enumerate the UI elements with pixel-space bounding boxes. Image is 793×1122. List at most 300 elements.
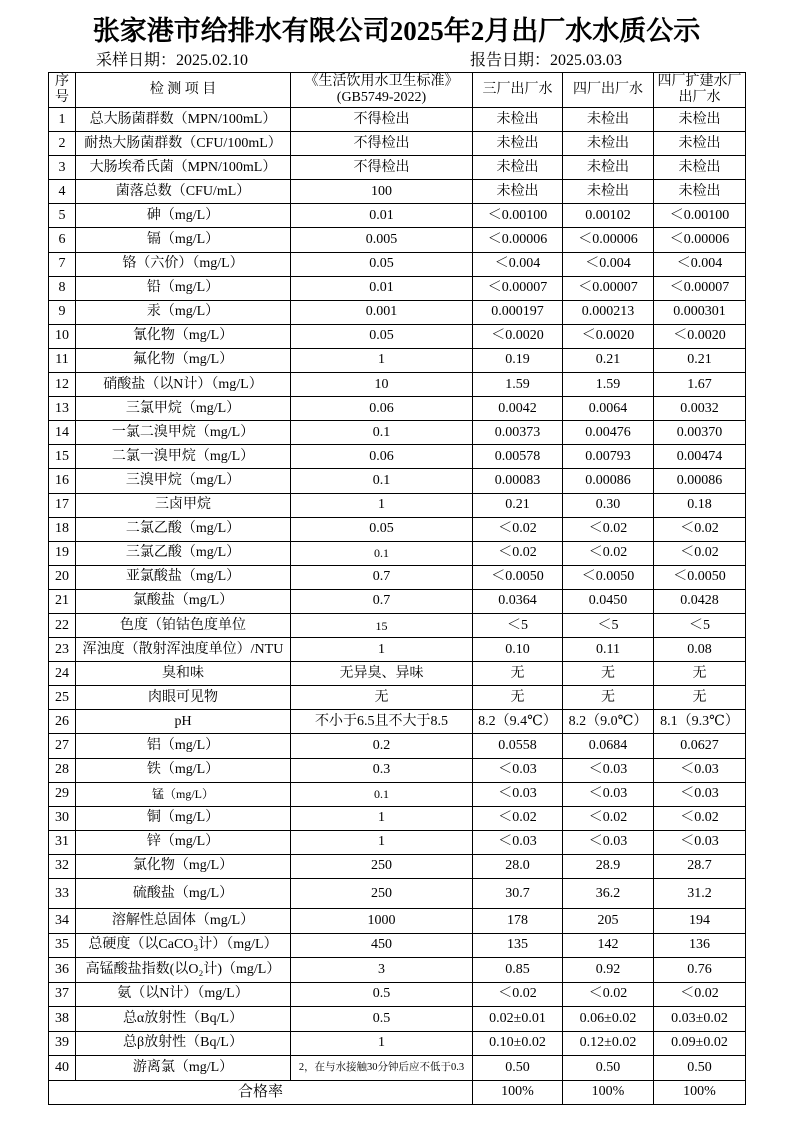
table-row-27 bbox=[49, 734, 746, 758]
report-date-value: 2025.03.03 bbox=[550, 52, 623, 69]
row-25-plant4-value: 无 bbox=[563, 686, 654, 710]
table-row-34 bbox=[49, 909, 746, 934]
row-26-plant3-value: 8.2（9.4℃） bbox=[473, 710, 563, 734]
row-12-plant4-value: 1.59 bbox=[563, 373, 654, 397]
row-5-plant3-value: ＜0.00100 bbox=[473, 204, 563, 228]
row-7-plant4-expansion-value: ＜0.004 bbox=[654, 252, 746, 276]
header-index-line: 序 bbox=[55, 74, 69, 89]
row-37-number: 37 bbox=[49, 982, 76, 1007]
row-10-plant4-expansion-value: ＜0.0020 bbox=[654, 324, 746, 348]
row-38-item: 总α放射性（Bq/L） bbox=[76, 1007, 291, 1032]
row-23-plant4-expansion-value: 0.08 bbox=[654, 638, 746, 662]
row-9-plant3-value: 0.000197 bbox=[473, 300, 563, 324]
row-36-plant3-value: 0.85 bbox=[473, 958, 563, 983]
row-35-number: 35 bbox=[49, 933, 76, 958]
row-6-item: 镉（mg/L） bbox=[76, 228, 291, 252]
row-24-plant4-expansion-value: 无 bbox=[654, 662, 746, 686]
row-3-plant4-expansion-value: 未检出 bbox=[654, 156, 746, 180]
row-35-item: 总硬度（以CaCO₃计）（mg/L） bbox=[76, 933, 291, 958]
document-title: 张家港市给排水有限公司2025年2月出厂水水质公示 bbox=[92, 16, 701, 46]
row-32-plant4-expansion-value: 28.7 bbox=[654, 854, 746, 878]
row-6-number: 6 bbox=[49, 228, 76, 252]
row-34-item: 溶解性总固体（mg/L） bbox=[76, 909, 291, 934]
table-row-40 bbox=[49, 1056, 746, 1081]
row-40-plant4-value: 0.50 bbox=[563, 1056, 654, 1081]
row-8-standard: 0.01 bbox=[291, 276, 473, 300]
row-28-plant4-expansion-value: ＜0.03 bbox=[654, 758, 746, 782]
row-2-plant4-expansion-value: 未检出 bbox=[654, 132, 746, 156]
row-31-plant4-value: ＜0.03 bbox=[563, 830, 654, 854]
row-18-item: 二氯乙酸（mg/L） bbox=[76, 517, 291, 541]
row-38-standard: 0.5 bbox=[291, 1007, 473, 1032]
row-22-plant4-expansion-value: ＜5 bbox=[654, 613, 746, 637]
row-26-plant4-expansion-value: 8.1（9.3℃） bbox=[654, 710, 746, 734]
row-2-item: 耐热大肠菌群数（CFU/100mL） bbox=[76, 132, 291, 156]
row-1-plant4-expansion-value: 未检出 bbox=[654, 108, 746, 132]
row-16-plant4-expansion-value: 0.00086 bbox=[654, 469, 746, 493]
row-10-plant4-value: ＜0.0020 bbox=[563, 324, 654, 348]
row-22-item: 色度（铂钴色度单位 bbox=[76, 613, 291, 637]
row-11-standard: 1 bbox=[291, 348, 473, 372]
row-20-plant4-expansion-value: ＜0.0050 bbox=[654, 565, 746, 589]
row-2-standard: 不得检出 bbox=[291, 132, 473, 156]
row-26-standard: 不小于6.5且不大于8.5 bbox=[291, 710, 473, 734]
header-item: 检 测 项 目 bbox=[76, 73, 291, 108]
row-11-plant4-value: 0.21 bbox=[563, 348, 654, 372]
row-39-plant4-expansion-value: 0.09±0.02 bbox=[654, 1031, 746, 1056]
header-plant4-expansion-line: 出厂水 bbox=[678, 90, 721, 105]
row-35-plant4-value: 142 bbox=[563, 933, 654, 958]
row-31-item: 锌（mg/L） bbox=[76, 830, 291, 854]
row-39-standard: 1 bbox=[291, 1031, 473, 1056]
row-17-plant4-expansion-value: 0.18 bbox=[654, 493, 746, 517]
row-29-number: 29 bbox=[49, 782, 76, 806]
table-row-7 bbox=[49, 252, 746, 276]
row-7-plant4-value: ＜0.004 bbox=[563, 252, 654, 276]
row-16-item: 三溴甲烷（mg/L） bbox=[76, 469, 291, 493]
row-13-plant4-expansion-value: 0.0032 bbox=[654, 397, 746, 421]
sample-date bbox=[96, 51, 248, 71]
table-row-19 bbox=[49, 541, 746, 565]
header-standard bbox=[291, 73, 473, 108]
row-39-number: 39 bbox=[49, 1031, 76, 1056]
report-date-label: 报告日期： bbox=[470, 52, 551, 69]
table-row-21 bbox=[49, 589, 746, 613]
row-9-item: 汞（mg/L） bbox=[76, 300, 291, 324]
row-20-plant4-value: ＜0.0050 bbox=[563, 565, 654, 589]
row-23-item: 浑浊度（散射浑浊度单位）/NTU bbox=[76, 638, 291, 662]
row-20-item: 亚氯酸盐（mg/L） bbox=[76, 565, 291, 589]
row-3-plant4-value: 未检出 bbox=[563, 156, 654, 180]
row-8-plant3-value: ＜0.00007 bbox=[473, 276, 563, 300]
row-26-plant4-value: 8.2（9.0℃） bbox=[563, 710, 654, 734]
row-30-standard: 1 bbox=[291, 806, 473, 830]
header-index-line: 号 bbox=[55, 90, 69, 105]
table-row-5 bbox=[49, 204, 746, 228]
row-27-plant3-value: 0.0558 bbox=[473, 734, 563, 758]
row-28-plant3-value: ＜0.03 bbox=[473, 758, 563, 782]
row-38-number: 38 bbox=[49, 1007, 76, 1032]
row-26-number: 26 bbox=[49, 710, 76, 734]
row-34-plant3-value: 178 bbox=[473, 909, 563, 934]
row-4-plant3-value: 未检出 bbox=[473, 180, 563, 204]
row-22-plant4-value: ＜5 bbox=[563, 613, 654, 637]
row-8-plant4-expansion-value: ＜0.00007 bbox=[654, 276, 746, 300]
row-37-plant4-value: ＜0.02 bbox=[563, 982, 654, 1007]
row-6-plant4-expansion-value: ＜0.00006 bbox=[654, 228, 746, 252]
table-row-33 bbox=[49, 879, 746, 909]
row-30-plant4-expansion-value: ＜0.02 bbox=[654, 806, 746, 830]
row-19-plant3-value: ＜0.02 bbox=[473, 541, 563, 565]
row-36-item: 高锰酸盐指数(以O₂计)（mg/L） bbox=[76, 958, 291, 983]
row-13-plant4-value: 0.0064 bbox=[563, 397, 654, 421]
row-26-item: pH bbox=[76, 710, 291, 734]
row-14-item: 一氯二溴甲烷（mg/L） bbox=[76, 421, 291, 445]
row-17-item: 三卤甲烷 bbox=[76, 493, 291, 517]
row-11-plant4-expansion-value: 0.21 bbox=[654, 348, 746, 372]
row-34-standard: 1000 bbox=[291, 909, 473, 934]
row-18-plant3-value: ＜0.02 bbox=[473, 517, 563, 541]
table-row-6 bbox=[49, 228, 746, 252]
row-39-item: 总β放射性（Bq/L） bbox=[76, 1031, 291, 1056]
row-37-standard: 0.5 bbox=[291, 982, 473, 1007]
row-4-item: 菌落总数（CFU/mL） bbox=[76, 180, 291, 204]
sample-date-label: 采样日期： bbox=[96, 52, 177, 69]
row-40-item: 游离氯（mg/L） bbox=[76, 1056, 291, 1081]
row-19-number: 19 bbox=[49, 541, 76, 565]
row-20-standard: 0.7 bbox=[291, 565, 473, 589]
row-8-plant4-value: ＜0.00007 bbox=[563, 276, 654, 300]
sample-date-value: 2025.02.10 bbox=[176, 52, 249, 69]
row-30-number: 30 bbox=[49, 806, 76, 830]
row-13-item: 三氯甲烷（mg/L） bbox=[76, 397, 291, 421]
row-27-standard: 0.2 bbox=[291, 734, 473, 758]
row-33-plant4-expansion-value: 31.2 bbox=[654, 879, 746, 909]
row-6-standard: 0.005 bbox=[291, 228, 473, 252]
row-15-plant4-expansion-value: 0.00474 bbox=[654, 445, 746, 469]
row-37-plant3-value: ＜0.02 bbox=[473, 982, 563, 1007]
table-row-2 bbox=[49, 132, 746, 156]
row-4-number: 4 bbox=[49, 180, 76, 204]
row-19-plant4-value: ＜0.02 bbox=[563, 541, 654, 565]
table-row-20 bbox=[49, 565, 746, 589]
row-27-plant4-expansion-value: 0.0627 bbox=[654, 734, 746, 758]
row-9-number: 9 bbox=[49, 300, 76, 324]
row-21-item: 氯酸盐（mg/L） bbox=[76, 589, 291, 613]
row-35-standard: 450 bbox=[291, 933, 473, 958]
row-32-plant3-value: 28.0 bbox=[473, 854, 563, 878]
row-40-standard: 2，在与水接触30分钟后应不低于0.3 bbox=[291, 1056, 473, 1081]
row-36-number: 36 bbox=[49, 958, 76, 983]
row-10-plant3-value: ＜0.0020 bbox=[473, 324, 563, 348]
row-10-item: 氰化物（mg/L） bbox=[76, 324, 291, 348]
row-19-item: 三氯乙酸（mg/L） bbox=[76, 541, 291, 565]
row-32-number: 32 bbox=[49, 854, 76, 878]
row-18-plant4-expansion-value: ＜0.02 bbox=[654, 517, 746, 541]
row-23-plant3-value: 0.10 bbox=[473, 638, 563, 662]
row-36-plant4-expansion-value: 0.76 bbox=[654, 958, 746, 983]
row-23-plant4-value: 0.11 bbox=[563, 638, 654, 662]
table-header-row bbox=[49, 73, 746, 108]
row-25-plant3-value: 无 bbox=[473, 686, 563, 710]
row-17-number: 17 bbox=[49, 493, 76, 517]
row-30-plant4-value: ＜0.02 bbox=[563, 806, 654, 830]
row-15-item: 二氯一溴甲烷（mg/L） bbox=[76, 445, 291, 469]
row-7-plant3-value: ＜0.004 bbox=[473, 252, 563, 276]
row-16-number: 16 bbox=[49, 469, 76, 493]
row-19-plant4-expansion-value: ＜0.02 bbox=[654, 541, 746, 565]
pass-rate-plant4: 100% bbox=[563, 1080, 654, 1105]
row-39-plant4-value: 0.12±0.02 bbox=[563, 1031, 654, 1056]
row-24-plant3-value: 无 bbox=[473, 662, 563, 686]
row-37-plant4-expansion-value: ＜0.02 bbox=[654, 982, 746, 1007]
row-13-plant3-value: 0.0042 bbox=[473, 397, 563, 421]
header-standard-line: (GB5749-2022) bbox=[336, 90, 427, 105]
table-row-32 bbox=[49, 854, 746, 878]
row-2-plant3-value: 未检出 bbox=[473, 132, 563, 156]
row-18-number: 18 bbox=[49, 517, 76, 541]
row-5-plant4-value: 0.00102 bbox=[563, 204, 654, 228]
row-23-number: 23 bbox=[49, 638, 76, 662]
row-4-plant4-expansion-value: 未检出 bbox=[654, 180, 746, 204]
row-5-standard: 0.01 bbox=[291, 204, 473, 228]
row-13-number: 13 bbox=[49, 397, 76, 421]
table-row-4 bbox=[49, 180, 746, 204]
row-17-standard: 1 bbox=[291, 493, 473, 517]
table-row-28 bbox=[49, 758, 746, 782]
row-34-number: 34 bbox=[49, 909, 76, 934]
table-row-16 bbox=[49, 469, 746, 493]
row-29-plant4-expansion-value: ＜0.03 bbox=[654, 782, 746, 806]
row-31-number: 31 bbox=[49, 830, 76, 854]
row-18-standard: 0.05 bbox=[291, 517, 473, 541]
table-row-35 bbox=[49, 933, 746, 958]
row-19-standard: 0.1 bbox=[291, 541, 473, 565]
row-14-plant3-value: 0.00373 bbox=[473, 421, 563, 445]
table-row-26 bbox=[49, 710, 746, 734]
row-31-plant4-expansion-value: ＜0.03 bbox=[654, 830, 746, 854]
table-row-24 bbox=[49, 662, 746, 686]
row-18-plant4-value: ＜0.02 bbox=[563, 517, 654, 541]
row-12-plant4-expansion-value: 1.67 bbox=[654, 373, 746, 397]
row-25-number: 25 bbox=[49, 686, 76, 710]
row-11-plant3-value: 0.19 bbox=[473, 348, 563, 372]
row-40-plant4-expansion-value: 0.50 bbox=[654, 1056, 746, 1081]
row-10-number: 10 bbox=[49, 324, 76, 348]
row-32-item: 氯化物（mg/L） bbox=[76, 854, 291, 878]
row-11-item: 氟化物（mg/L） bbox=[76, 348, 291, 372]
table-row-30 bbox=[49, 806, 746, 830]
row-3-standard: 不得检出 bbox=[291, 156, 473, 180]
row-9-plant4-expansion-value: 0.000301 bbox=[654, 300, 746, 324]
table-row-25 bbox=[49, 686, 746, 710]
row-29-item: 锰（mg/L） bbox=[76, 782, 291, 806]
row-25-standard: 无 bbox=[291, 686, 473, 710]
table-row-15 bbox=[49, 445, 746, 469]
row-13-standard: 0.06 bbox=[291, 397, 473, 421]
row-25-item: 肉眼可见物 bbox=[76, 686, 291, 710]
row-7-item: 铬（六价）（mg/L） bbox=[76, 252, 291, 276]
table-row-36 bbox=[49, 958, 746, 983]
row-14-plant4-value: 0.00476 bbox=[563, 421, 654, 445]
row-32-standard: 250 bbox=[291, 854, 473, 878]
row-14-standard: 0.1 bbox=[291, 421, 473, 445]
row-28-number: 28 bbox=[49, 758, 76, 782]
row-6-plant4-value: ＜0.00006 bbox=[563, 228, 654, 252]
header-plant3: 三厂出厂水 bbox=[473, 73, 563, 108]
table-row-31 bbox=[49, 830, 746, 854]
table-row-1 bbox=[49, 108, 746, 132]
row-22-plant3-value: ＜5 bbox=[473, 613, 563, 637]
row-27-plant4-value: 0.0684 bbox=[563, 734, 654, 758]
row-2-plant4-value: 未检出 bbox=[563, 132, 654, 156]
row-33-number: 33 bbox=[49, 879, 76, 909]
row-16-plant4-value: 0.00086 bbox=[563, 469, 654, 493]
row-8-number: 8 bbox=[49, 276, 76, 300]
row-30-item: 铜（mg/L） bbox=[76, 806, 291, 830]
row-33-plant4-value: 36.2 bbox=[563, 879, 654, 909]
row-33-plant3-value: 30.7 bbox=[473, 879, 563, 909]
row-21-plant4-value: 0.0450 bbox=[563, 589, 654, 613]
row-15-number: 15 bbox=[49, 445, 76, 469]
table-row-9 bbox=[49, 300, 746, 324]
row-4-plant4-value: 未检出 bbox=[563, 180, 654, 204]
row-1-number: 1 bbox=[49, 108, 76, 132]
row-14-plant4-expansion-value: 0.00370 bbox=[654, 421, 746, 445]
row-29-plant4-value: ＜0.03 bbox=[563, 782, 654, 806]
row-12-plant3-value: 1.59 bbox=[473, 373, 563, 397]
table-row-10 bbox=[49, 324, 746, 348]
row-21-number: 21 bbox=[49, 589, 76, 613]
row-24-standard: 无异臭、异味 bbox=[291, 662, 473, 686]
pass-rate-row bbox=[49, 1080, 746, 1105]
row-23-standard: 1 bbox=[291, 638, 473, 662]
row-11-number: 11 bbox=[49, 348, 76, 372]
row-12-item: 硝酸盐（以N计）（mg/L） bbox=[76, 373, 291, 397]
row-7-standard: 0.05 bbox=[291, 252, 473, 276]
header-plant4-expansion-line: 四厂扩建水厂 bbox=[657, 74, 742, 89]
row-31-standard: 1 bbox=[291, 830, 473, 854]
row-5-number: 5 bbox=[49, 204, 76, 228]
row-5-item: 砷（mg/L） bbox=[76, 204, 291, 228]
row-40-number: 40 bbox=[49, 1056, 76, 1081]
row-20-number: 20 bbox=[49, 565, 76, 589]
row-14-number: 14 bbox=[49, 421, 76, 445]
header-plant4-expansion bbox=[654, 73, 746, 108]
table-row-17 bbox=[49, 493, 746, 517]
table-body bbox=[49, 108, 746, 1081]
pass-rate-plant4-expansion: 100% bbox=[654, 1080, 746, 1105]
row-4-standard: 100 bbox=[291, 180, 473, 204]
table-row-3 bbox=[49, 156, 746, 180]
water-quality-table bbox=[48, 72, 746, 1105]
row-38-plant4-value: 0.06±0.02 bbox=[563, 1007, 654, 1032]
row-28-standard: 0.3 bbox=[291, 758, 473, 782]
row-39-plant3-value: 0.10±0.02 bbox=[473, 1031, 563, 1056]
table-row-29 bbox=[49, 782, 746, 806]
row-30-plant3-value: ＜0.02 bbox=[473, 806, 563, 830]
row-17-plant4-value: 0.30 bbox=[563, 493, 654, 517]
pass-rate-plant3: 100% bbox=[473, 1080, 563, 1105]
row-6-plant3-value: ＜0.00006 bbox=[473, 228, 563, 252]
row-3-number: 3 bbox=[49, 156, 76, 180]
pass-rate-label: 合格率 bbox=[49, 1080, 473, 1105]
table-row-11 bbox=[49, 348, 746, 372]
row-24-item: 臭和味 bbox=[76, 662, 291, 686]
row-28-item: 铁（mg/L） bbox=[76, 758, 291, 782]
header-plant4: 四厂出厂水 bbox=[563, 73, 654, 108]
row-21-plant4-expansion-value: 0.0428 bbox=[654, 589, 746, 613]
row-29-standard: 0.1 bbox=[291, 782, 473, 806]
date-line bbox=[0, 51, 793, 71]
row-24-plant4-value: 无 bbox=[563, 662, 654, 686]
row-16-plant3-value: 0.00083 bbox=[473, 469, 563, 493]
row-15-plant3-value: 0.00578 bbox=[473, 445, 563, 469]
row-35-plant3-value: 135 bbox=[473, 933, 563, 958]
row-15-plant4-value: 0.00793 bbox=[563, 445, 654, 469]
row-40-plant3-value: 0.50 bbox=[473, 1056, 563, 1081]
row-29-plant3-value: ＜0.03 bbox=[473, 782, 563, 806]
row-33-standard: 250 bbox=[291, 879, 473, 909]
row-1-standard: 不得检出 bbox=[291, 108, 473, 132]
header-index bbox=[49, 73, 76, 108]
table-row-12 bbox=[49, 373, 746, 397]
row-3-plant3-value: 未检出 bbox=[473, 156, 563, 180]
row-31-plant3-value: ＜0.03 bbox=[473, 830, 563, 854]
row-34-plant4-value: 205 bbox=[563, 909, 654, 934]
table-row-18 bbox=[49, 517, 746, 541]
table-row-38 bbox=[49, 1007, 746, 1032]
table-row-14 bbox=[49, 421, 746, 445]
row-36-plant4-value: 0.92 bbox=[563, 958, 654, 983]
row-7-number: 7 bbox=[49, 252, 76, 276]
header-standard-line: 《生活饮用水卫生标准》 bbox=[304, 74, 459, 89]
row-16-standard: 0.1 bbox=[291, 469, 473, 493]
row-2-number: 2 bbox=[49, 132, 76, 156]
table-row-8 bbox=[49, 276, 746, 300]
report-date bbox=[470, 51, 622, 71]
row-37-item: 氨（以N计）（mg/L） bbox=[76, 982, 291, 1007]
row-33-item: 硫酸盐（mg/L） bbox=[76, 879, 291, 909]
row-12-standard: 10 bbox=[291, 373, 473, 397]
row-1-item: 总大肠菌群数（MPN/100mL） bbox=[76, 108, 291, 132]
row-22-standard: 15 bbox=[291, 613, 473, 637]
row-21-plant3-value: 0.0364 bbox=[473, 589, 563, 613]
row-5-plant4-expansion-value: ＜0.00100 bbox=[654, 204, 746, 228]
row-27-number: 27 bbox=[49, 734, 76, 758]
row-21-standard: 0.7 bbox=[291, 589, 473, 613]
row-25-plant4-expansion-value: 无 bbox=[654, 686, 746, 710]
row-34-plant4-expansion-value: 194 bbox=[654, 909, 746, 934]
row-27-item: 铝（mg/L） bbox=[76, 734, 291, 758]
row-36-standard: 3 bbox=[291, 958, 473, 983]
table-row-22 bbox=[49, 613, 746, 637]
table-row-37 bbox=[49, 982, 746, 1007]
row-24-number: 24 bbox=[49, 662, 76, 686]
row-12-number: 12 bbox=[49, 373, 76, 397]
row-35-plant4-expansion-value: 136 bbox=[654, 933, 746, 958]
row-1-plant4-value: 未检出 bbox=[563, 108, 654, 132]
table-row-39 bbox=[49, 1031, 746, 1056]
row-9-standard: 0.001 bbox=[291, 300, 473, 324]
row-15-standard: 0.06 bbox=[291, 445, 473, 469]
row-32-plant4-value: 28.9 bbox=[563, 854, 654, 878]
row-20-plant3-value: ＜0.0050 bbox=[473, 565, 563, 589]
row-3-item: 大肠埃希氏菌（MPN/100mL） bbox=[76, 156, 291, 180]
row-1-plant3-value: 未检出 bbox=[473, 108, 563, 132]
row-17-plant3-value: 0.21 bbox=[473, 493, 563, 517]
row-38-plant3-value: 0.02±0.01 bbox=[473, 1007, 563, 1032]
